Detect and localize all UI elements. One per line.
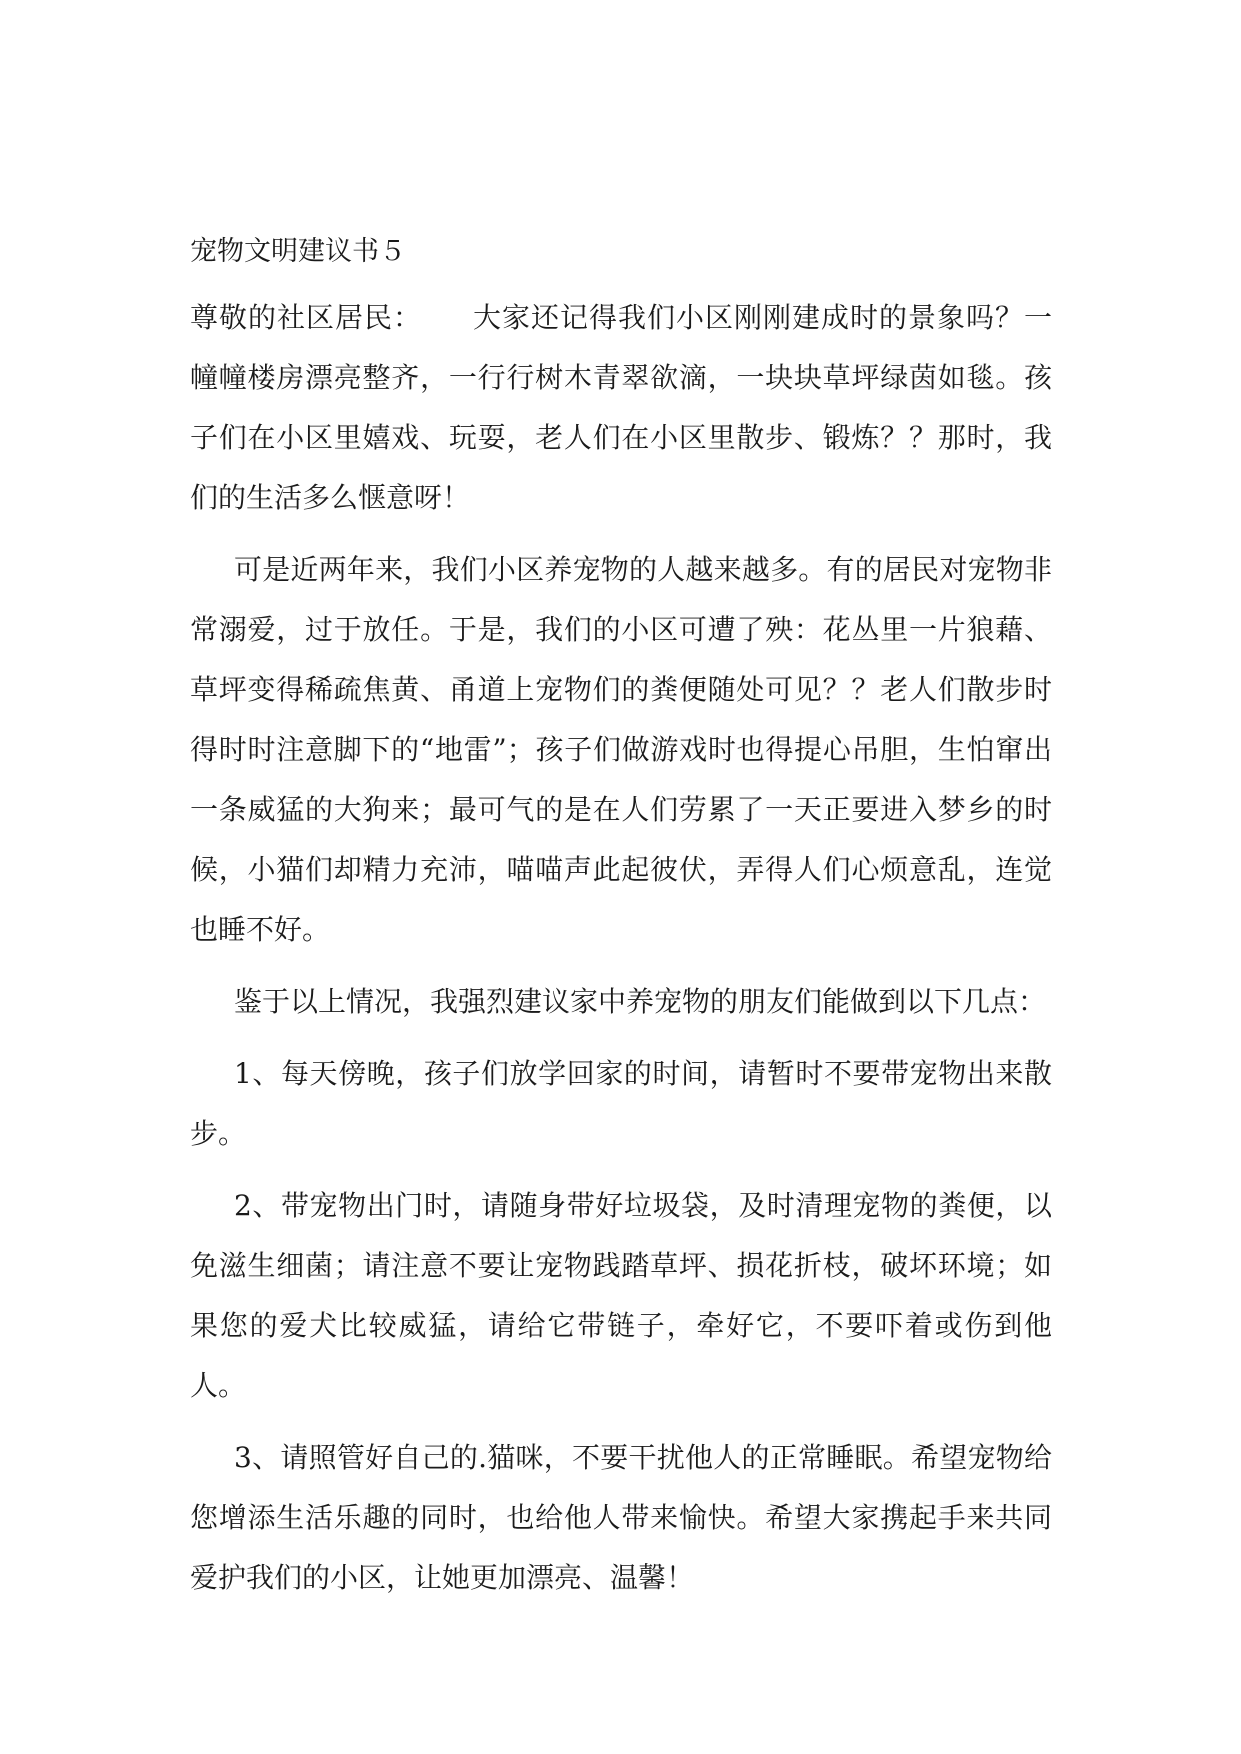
list-item: 1、每天傍晚，孩子们放学回家的时间，请暂时不要带宠物出来散步。 [190, 1057, 1052, 1150]
document-body [190, 288, 1052, 1620]
list-item: 2、带宠物出门时，请随身带好垃圾袋，及时清理宠物的粪便，以免滋生细菌；请注意不要让宠物践踏草坪、损花折枝，破坏环境；如果您的爱犬比较威猛，请给它带链子，牵好它，不要吓着或伤到他人。 [190, 1189, 1052, 1402]
document-title: 宠物文明建议书５ [190, 236, 406, 267]
list-item: 3、请照管好自己的.猫咪，不要干扰他人的正常睡眠。希望宠物给您增添生活乐趣的同时，也给他人带来愉快。希望大家携起手来共同爱护我们的小区，让她更加漂亮、温馨！ [190, 1441, 1052, 1594]
paragraph: 鉴于以上情况，我强烈建议家中养宠物的朋友们能做到以下几点： [234, 985, 1047, 1018]
paragraph-opening [190, 288, 1052, 528]
salutation: 尊敬的社区居民： [190, 301, 422, 334]
paragraph-text: 大家还记得我们小区刚刚建成时的景象吗？一幢幢楼房漂亮整齐，一行行树木青翠欲滴，一块块草坪绿茵如毯。孩子们在小区里嬉戏、玩耍，老人们在小区里散步、锻炼？？那时，我们的生活多么惬意呀！ [190, 301, 1052, 514]
paragraph: 可是近两年来，我们小区养宠物的人越来越多。有的居民对宠物非常溺爱，过于放任。于是，我们的小区可遭了殃：花丛里一片狼藉、草坪变得稀疏焦黄、甬道上宠物们的粪便随处可见？？老人们散步时得时时注意脚下的“地雷”；孩子们做游戏时也得提心吊胆，生怕窜出一条威猛的大狗来；最可气的是在人们劳累了一天正要进入梦乡的时候，小猫们却精力充沛，喵喵声此起彼伏，弄得人们心烦意乱，连觉也睡不好。 [190, 553, 1052, 946]
